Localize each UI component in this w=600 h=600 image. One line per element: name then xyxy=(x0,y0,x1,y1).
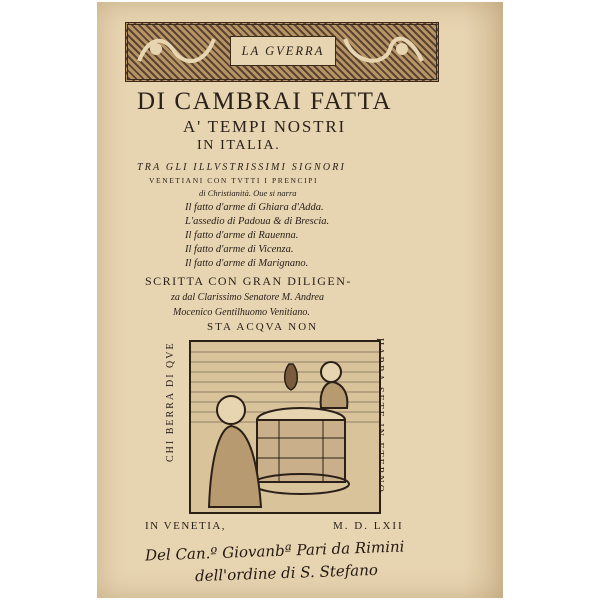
title-line-3: IN ITALIA. xyxy=(197,138,281,153)
title-page xyxy=(97,2,503,598)
imprint-place: IN VENETIA, xyxy=(145,520,227,532)
motto-top: STA ACQVA NON xyxy=(207,321,319,333)
event-item: L'assedio di Padoua & di Brescia. xyxy=(185,216,330,227)
author-line-2: za dal Clarissimo Senatore M. Andrea xyxy=(171,292,324,303)
ornamental-header-band xyxy=(125,22,439,82)
imprint-year: M. D. LXII xyxy=(333,520,404,532)
woodcut-well-illustration-icon xyxy=(189,340,381,514)
header-label: LA GVERRA xyxy=(230,36,336,66)
title-line-2: A' TEMPI NOSTRI xyxy=(183,117,346,136)
motto-left: CHI BERRA DI QVE xyxy=(165,341,176,462)
ornament-right-icon xyxy=(340,31,426,69)
subtitle-line-2: VENETIANI CON TVTTI I PRENCIPI xyxy=(149,176,319,185)
event-item: Il fatto d'arme di Ghiara d'Adda. xyxy=(185,202,324,213)
handwritten-inscription-line-2: dell'ordine di S. Stefano xyxy=(194,560,379,586)
event-item: Il fatto d'arme di Rauenna. xyxy=(185,230,299,241)
ornament-left-icon xyxy=(134,31,220,69)
motto-right: HARRA SETE IN ETERNO xyxy=(374,338,385,494)
event-item: Il fatto d'arme di Vicenza. xyxy=(185,244,294,255)
author-line-1: SCRITTA CON GRAN DILIGEN- xyxy=(145,274,352,288)
event-item: Il fatto d'arme di Marignano. xyxy=(185,258,309,269)
subtitle-line-1: TRA GLI ILLVSTRISSIMI SIGNORI xyxy=(137,162,347,173)
author-line-3: Mocenico Gentilhuomo Venitiano. xyxy=(173,307,310,318)
handwritten-inscription-line-1: Del Can.º Giovanbª Pari da Rimini xyxy=(144,537,405,565)
subtitle-line-3: di Christianità. Oue si narra xyxy=(199,188,297,198)
title-line-1: DI CAMBRAI FATTA xyxy=(137,88,393,115)
